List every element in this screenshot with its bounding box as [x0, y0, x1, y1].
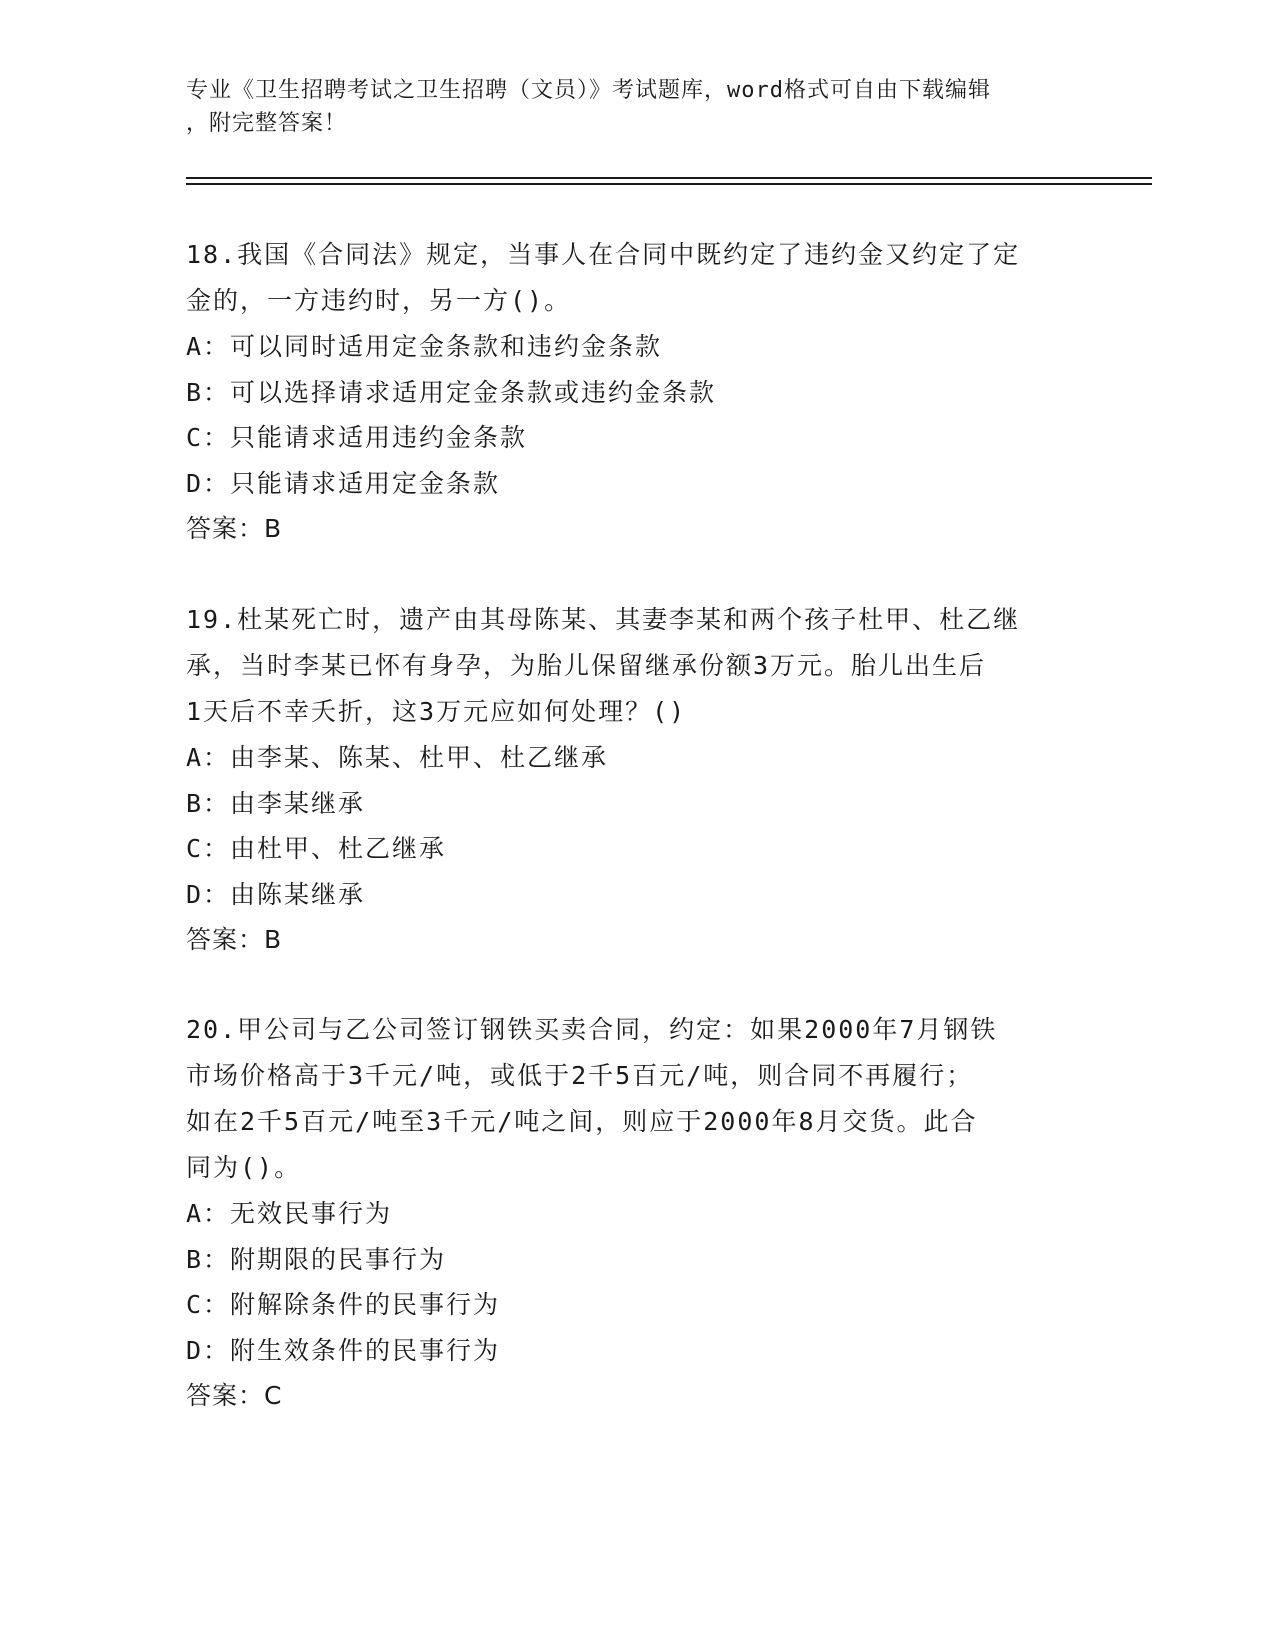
- question-18: [186, 232, 1086, 551]
- option-b: B：由李某继承: [186, 788, 366, 818]
- option-a: A：由李某、陈某、杜甲、杜乙继承: [186, 743, 609, 772]
- question-text-line: 承，当时李某已怀有身孕，为胎儿保留继承份额3万元。胎儿出生后: [186, 651, 987, 680]
- answer: 答案：B: [186, 925, 283, 954]
- document-header: [186, 74, 1076, 140]
- option-d: D：只能请求适用定金条款: [186, 468, 501, 498]
- answer: 答案：C: [186, 1381, 283, 1410]
- option-a: A：可以同时适用定金条款和违约金条款: [186, 332, 663, 361]
- header-divider-bottom: [186, 183, 1152, 185]
- question-text-line: 同为()。: [186, 1153, 302, 1182]
- header-divider-top: [186, 177, 1152, 179]
- option-b: B：可以选择请求适用定金条款或违约金条款: [186, 377, 717, 407]
- question-text-line: 1天后不幸夭折，这3万元应如何处理？(): [186, 697, 687, 726]
- option-b: B：附期限的民事行为: [186, 1244, 447, 1274]
- question-text-line: 20.甲公司与乙公司签订钢铁买卖合同，约定：如果2000年7月钢铁: [186, 1015, 998, 1044]
- question-19: [186, 597, 1086, 962]
- question-text-line: 18.我国《合同法》规定，当事人在合同中既约定了违约金又约定了定: [186, 240, 1021, 269]
- answer: 答案：B: [186, 514, 283, 543]
- option-c: C：附解除条件的民事行为: [186, 1290, 501, 1319]
- option-d: D：由陈某继承: [186, 879, 366, 909]
- question-text-line: 19.杜某死亡时，遗产由其母陈某、其妻李某和两个孩子杜甲、杜乙继: [186, 605, 1021, 634]
- option-c: C：由杜甲、杜乙继承: [186, 834, 447, 863]
- header-line-2: ，附完整答案！: [186, 111, 348, 136]
- option-a: A：无效民事行为: [186, 1199, 393, 1228]
- question-text-line: 金的，一方违约时，另一方()。: [186, 286, 572, 315]
- question-text-line: 市场价格高于3千元/吨，或低于2千5百元/吨，则合同不再履行；: [186, 1061, 974, 1090]
- header-line-1: 专业《卫生招聘考试之卫生招聘（文员）》考试题库，word格式可自由下载编辑: [186, 78, 991, 103]
- question-text-line: 如在2千5百元/吨至3千元/吨之间，则应于2000年8月交货。此合: [186, 1107, 978, 1136]
- option-c: C：只能请求适用违约金条款: [186, 423, 528, 452]
- option-d: D：附生效条件的民事行为: [186, 1335, 501, 1365]
- question-20: [186, 1007, 1086, 1418]
